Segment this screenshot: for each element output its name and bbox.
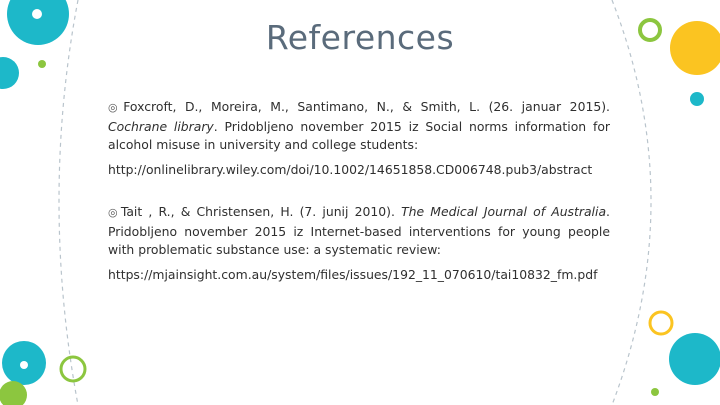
- slide-title: References: [265, 18, 455, 57]
- reference-url-1[interactable]: http://onlinelibrary.wiley.com/doi/10.1002/14651858.CD006748.pub3/abstract: [108, 161, 593, 177]
- left-dashed-arc: [59, 0, 78, 405]
- right-dashed-arc: [612, 0, 651, 405]
- teal-circle-bottom-right: [669, 333, 720, 385]
- reference-source: The Medical Journal of Australia: [401, 204, 607, 219]
- reference-authors: Foxcroft, D., Moreira, M., Santimano, N., & Smith, L. (26. januar 2015).: [123, 99, 610, 114]
- teal-circle-medium: [0, 57, 19, 89]
- green-dot-bottom-right: [651, 388, 659, 396]
- references-list: [108, 98, 610, 284]
- bullet-icon: ◎: [108, 206, 120, 219]
- reference-authors: Tait , R., & Christensen, H. (7. junij 2010).: [120, 204, 402, 219]
- reference-source: Cochrane library: [108, 118, 214, 134]
- reference-entry-2: [108, 203, 610, 260]
- bullet-icon: ◎: [108, 101, 123, 114]
- reference-url-2[interactable]: https://mjainsight.com.au/system/files/issues/192_11_070610/tai10832_fm.pdf: [108, 266, 598, 282]
- reference-rest: . Pridobljeno november 2015 iz Internet-based interventions for young people with problematic substance use: a systematic review:: [108, 204, 610, 257]
- reference-entry-1: [108, 98, 610, 155]
- yellow-ring-bottom-right: [650, 312, 672, 334]
- teal-circle-right: [690, 92, 704, 106]
- white-dot-bottom: [20, 361, 28, 369]
- reference-rest: . Pridobljeno november 2015 iz Social norms information for alcohol misuse in university and college students:: [108, 118, 610, 152]
- green-dot-small: [38, 60, 46, 68]
